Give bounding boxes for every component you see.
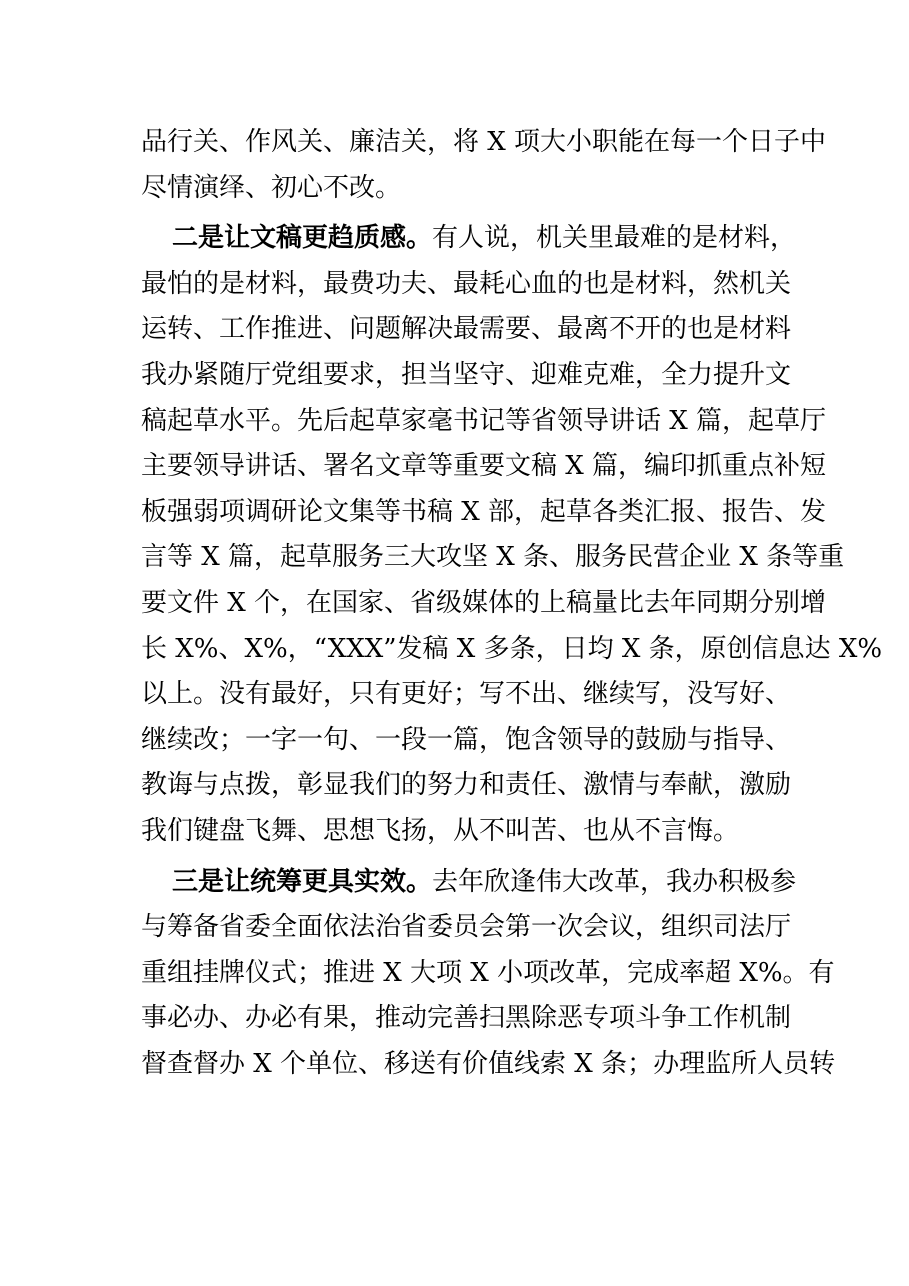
- text-line: 板强弱项调研论文集等书稿 X 部，起草各类汇报、报告、发: [141, 496, 827, 527]
- text-line: 以上。没有最好，只有更好；写不出、继续写，没写好、: [141, 679, 792, 710]
- text-line: 品行关、作风关、廉洁关，将 X 项大小职能在每一个日子中: [141, 127, 827, 157]
- paragraph-1: [141, 120, 827, 211]
- text-line: 言等 X 篇，起草服务三大攻坚 X 条、服务民营企业 X 条等重: [141, 542, 845, 573]
- paragraph-lead-rest: 有人说，机关里最难的是材料，: [432, 223, 797, 254]
- paragraph-first-line: [141, 860, 797, 906]
- text-line: 继续改；一字一句、一段一篇，饱含领导的鼓励与指导、: [141, 724, 792, 755]
- text-line: 运转、工作推进、问题解决最需要、最离不开的也是材料: [141, 314, 792, 345]
- text-line: 我们键盘飞舞、思想飞扬，从不叫苦、也从不言悔。: [141, 815, 740, 846]
- text-line: 教诲与点拨，彰显我们的努力和责任、激情与奉献，激励: [141, 770, 792, 801]
- text-line: 长 X%、X%，“XXX”发稿 X 多条，日均 X 条，原创信息达 X%: [141, 633, 883, 664]
- text-line: 与筹备省委全面依法治省委员会第一次会议，组织司法厅: [141, 912, 792, 943]
- paragraph-first-line: [141, 216, 797, 262]
- paragraph-lead: 三是让统筹更具实效。: [172, 866, 433, 897]
- paragraph-lead-rest: 去年欣逢伟大改革，我办积极参: [432, 866, 797, 897]
- text-line: 事必办、办必有果，推动完善扫黑除恶专项斗争工作机制: [141, 1003, 792, 1034]
- text-line: 尽情演绎、初心不改。: [141, 172, 402, 203]
- text-line: 主要领导讲话、署名文章等重要文稿 X 篇，编印抓重点补短: [141, 451, 827, 482]
- paragraph-3: [141, 860, 836, 1088]
- text-line: 要文件 X 个，在国家、省级媒体的上稿量比去年同期分别增: [141, 587, 827, 618]
- text-line: 重组挂牌仪式；推进 X 大项 X 小项改革，完成率超 X%。有: [141, 957, 835, 988]
- text-line: 最怕的是材料，最费功夫、最耗心血的也是材料，然机关: [141, 268, 792, 299]
- paragraph-lead: 二是让文稿更趋质感。: [172, 223, 433, 254]
- document-body: [141, 120, 883, 1087]
- text-line: 稿起草水平。先后起草家毫书记等省领导讲话 X 篇，起草厅: [141, 405, 827, 436]
- text-line: 督查督办 X 个单位、移送有价值线索 X 条；办理监所人员转: [141, 1048, 836, 1079]
- text-line: 我办紧随厅党组要求，担当坚守、迎难克难，全力提升文: [141, 359, 792, 390]
- paragraph-2: [141, 216, 883, 854]
